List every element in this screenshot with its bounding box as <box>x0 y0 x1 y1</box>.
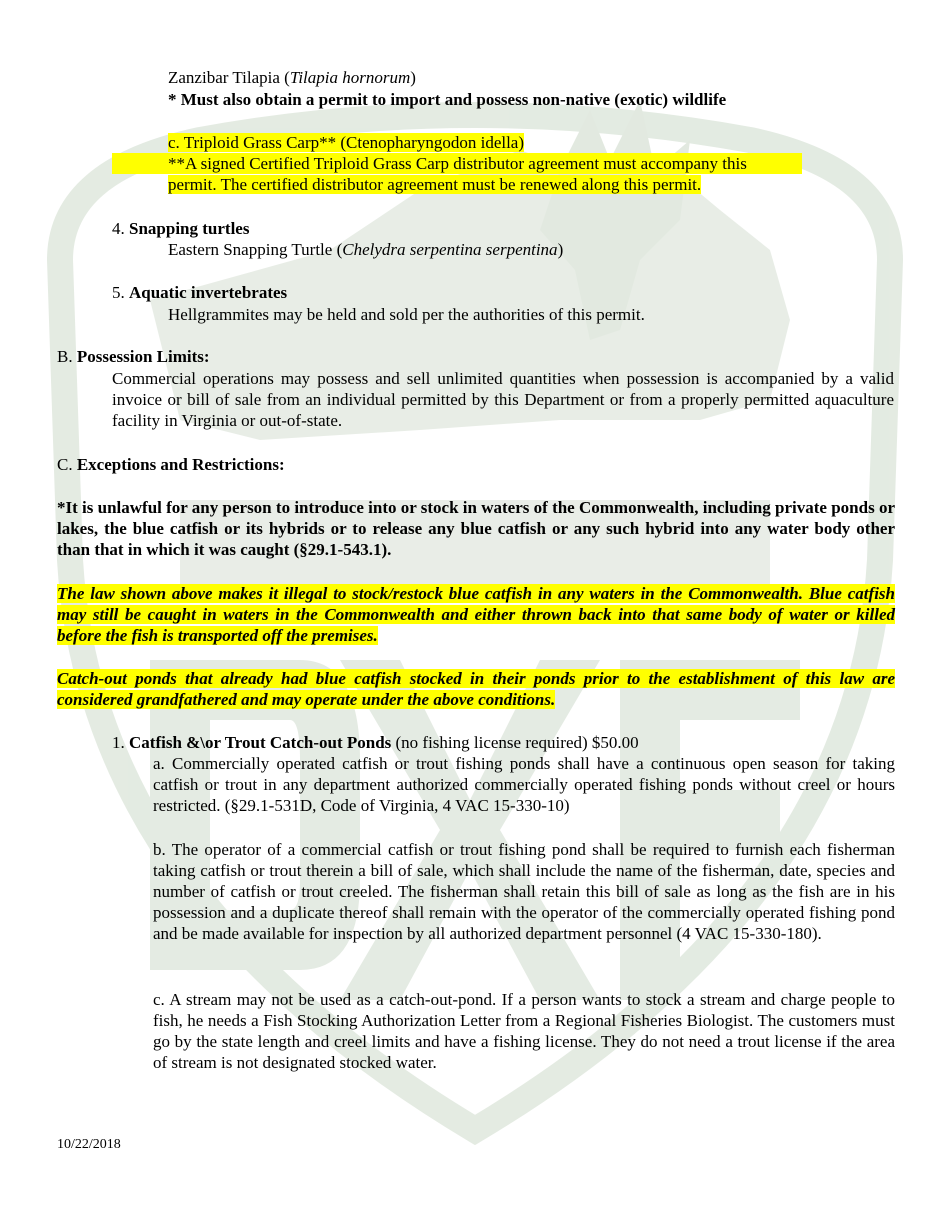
paren-close: ) <box>410 68 416 87</box>
fish-item-zanzibar-tilapia <box>168 67 416 88</box>
section-b-heading: B. Possession Limits: <box>57 347 210 366</box>
section-4-heading: 4. Snapping turtles <box>112 219 250 238</box>
footer-date: 10/22/2018 <box>57 1137 121 1152</box>
exotic-permit-note: * Must also obtain a permit to import and possess non-native (exotic) wildlife <box>168 90 727 109</box>
catchout-item-a: a. Commercially operated catfish or trout fishing ponds shall have a continuous open season for taking catfish or trout in any department authorized commercially operated fishing ponds without creel or hours restricted. (§29.1-531D, Code of Virginia, 4 VAC 15-330-10) <box>153 754 895 815</box>
catchout-ponds-heading: 1. Catfish &\or Trout Catch-out Ponds (no fishing license required) $50.00 <box>112 733 639 752</box>
common-name: Zanzibar Tilapia ( <box>168 68 290 87</box>
catchout-item-b: b. The operator of a commercial catfish or trout fishing pond shall be required to furnish each fisherman taking catfish or trout therein a bill of sale, which shall include the name of the fisherman, date, species and number of catfish or trout creeled. The fisherman shall retain this bill of sale as long as the fish are in his possession and a duplicate thereof shall remain with the operator of the commercially operated fishing pond and be made available for inspection by all authorized department personnel (4 VAC 15-330-180). <box>153 840 895 943</box>
section-5-heading: 5. Aquatic invertebrates <box>112 283 288 302</box>
hellgrammites-item: Hellgrammites may be held and sold per the authorities of this permit. <box>168 305 645 324</box>
law-explanation: The law shown above makes it illegal to stock/restock blue catfish in any waters in the Commonwealth. Blue catfish may still be caught in waters in the Commonwealth and either thrown back into that same body of water or killed before the fish is transported off the premises. <box>57 584 895 645</box>
grass-carp-note-line1: **A signed Certified Triploid Grass Carp distributor agreement must accompany this <box>168 154 747 173</box>
grandfathered-note: Catch-out ponds that already had blue catfish stocked in their ponds prior to the establishment of this law are considered grandfathered and may operate under the above conditions. <box>57 669 895 709</box>
snapping-turtle-item: Eastern Snapping Turtle (Chelydra serpentina serpentina) <box>168 240 564 259</box>
blue-catfish-law: *It is unlawful for any person to introduce into or stock in waters of the Commonwealth, including private ponds or lakes, the blue catfish or its hybrids or to release any blue catfish or any such hybrid into any water body other than that in which it was caught (§29.1-543.1). <box>57 498 895 559</box>
catchout-item-c: c. A stream may not be used as a catch-out-pond. If a person wants to stock a stream and charge people to fish, he needs a Fish Stocking Authorization Letter from a Regional Fisheries Biologist. The customers must go by the state length and creel limits and have a fishing license. They do not need a trout license if the area of stream is not designated stocked water. <box>153 990 895 1072</box>
grass-carp-note-line2: permit. The certified distributor agreement must be renewed along this permit. <box>168 175 702 194</box>
section-c-heading: C. Exceptions and Restrictions: <box>57 455 285 474</box>
scientific-name: Tilapia hornorum <box>289 68 411 87</box>
possession-limits-body: Commercial operations may possess and sell unlimited quantities when possession is accompanied by a valid invoice or bill of sale from an individual permitted by this Department or from a properly permitted aquaculture facility in Virginia or out-of-state. <box>112 369 894 430</box>
grass-carp-title: c. Triploid Grass Carp** (Ctenopharyngodon idella) <box>168 133 525 152</box>
